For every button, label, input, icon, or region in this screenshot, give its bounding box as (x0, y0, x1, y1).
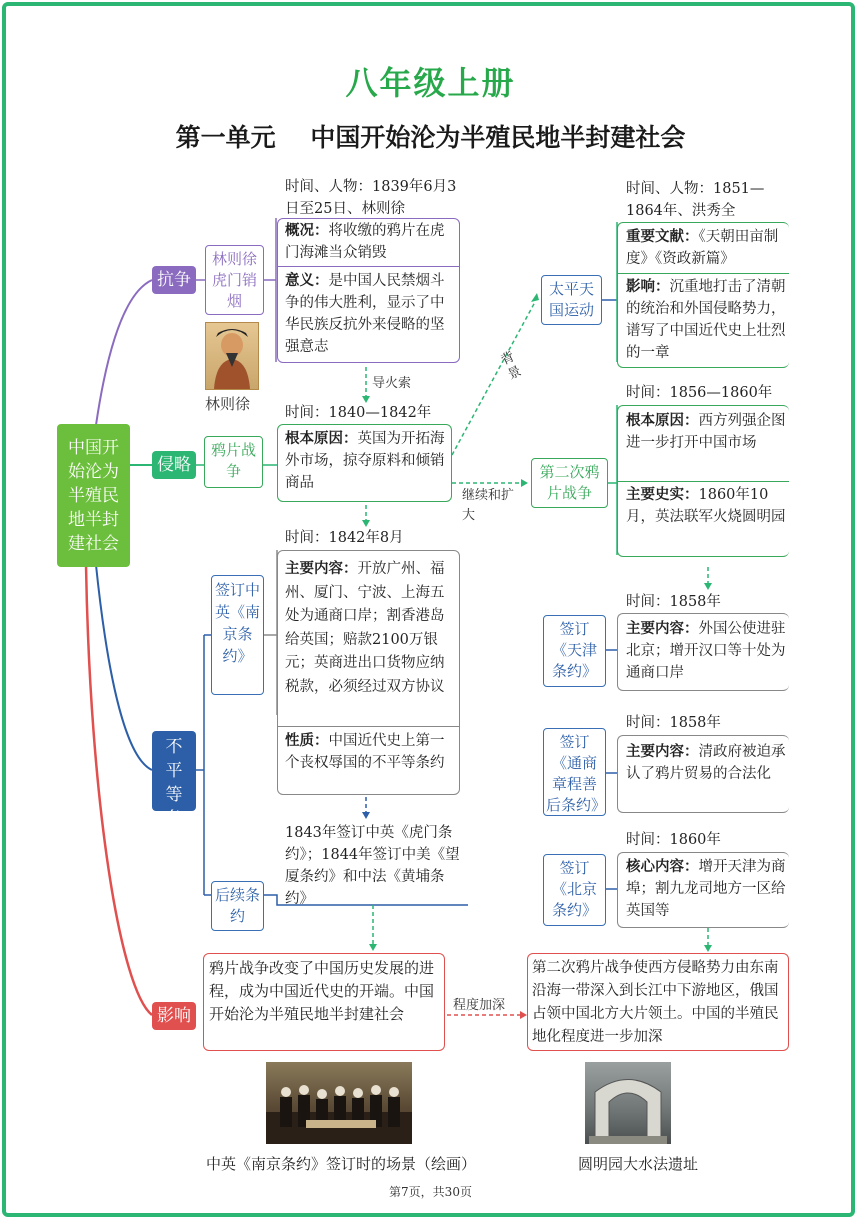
ruins-icon (585, 1062, 671, 1144)
beijing-content: 核心内容：增开天津为商埠；割九龙司地方一区给英国等 (626, 859, 786, 919)
label-fuse: 导火索 (372, 376, 412, 391)
lin-overview: 概况：将收缴的鸦片在虎门海滩当众销毁 (285, 223, 445, 261)
later-treaties-box: 后续条约 (211, 881, 264, 931)
nanjing-treaty-box: 签订中英《南京条约》 (211, 575, 264, 695)
lin-zexu-portrait (205, 322, 259, 390)
nanjing-nature: 性质：中国近代史上第一个丧权辱国的不平等条约 (285, 733, 445, 771)
unit-title: 第一单元 中国开始沦为半殖民地半封建社会 (175, 123, 686, 152)
portrait-figure-icon (206, 323, 258, 389)
lin-zexu-box: 林则徐虎门销烟 (205, 245, 264, 315)
second-war-fact: 主要史实：1860年10月，英法联军火烧圆明园 (626, 487, 786, 525)
root-topic: 中国开始沦为半殖民地半封建社会 (57, 424, 130, 567)
taiping-time: 时间、人物：1851—1864年、洪秀全 (626, 181, 765, 219)
tianjin-treaty-box: 签订《天津条约》 (543, 615, 606, 687)
nanjing-content: 主要内容：开放广州、福州、厦门、宁波、上海五处为通商口岸；割香港岛给英国；赔款2100万银元；英商进出口货物应纳税款，必须经过双方协议 (285, 561, 445, 695)
tianjin-content: 主要内容：外国公使进驻北京；增开汉口等十处为通商口岸 (626, 621, 786, 681)
branch-treaty: 不平等条约 (152, 731, 196, 811)
taiping-doc: 重要文献：《天朝田亩制度》《资政新篇》 (626, 229, 779, 267)
later-treaties-text: 1843年签订中英《虎门条约》；1844年签订中美《望厦条约》和中法《黄埔条约》 (285, 825, 460, 907)
second-opium-war-box: 第二次鸦片战争 (531, 458, 608, 508)
lin-meaning: 意义：是中国人民禁烟斗争的伟大胜利，显示了中华民族反抗外来侵略的坚强意志 (285, 273, 445, 355)
divider (617, 273, 789, 274)
divider (617, 481, 789, 482)
second-war-cause: 根本原因：西方列强企图进一步打开中国市场 (626, 413, 786, 451)
beijing-treaty-box: 签订《北京条约》 (543, 854, 606, 926)
page-title: 八年级上册 (345, 64, 516, 102)
nanjing-signing-painting (266, 1062, 412, 1144)
trade-regulation-box: 签订《通商章程善后条约》 (543, 728, 606, 816)
ruins-caption: 圆明园大水法遗址 (577, 1155, 698, 1173)
branch-impact: 影响 (152, 1002, 196, 1030)
page-footer: 第7页，共30页 (389, 1185, 472, 1199)
lin-zexu-caption: 林则徐 (205, 395, 251, 413)
yuanmingyuan-ruins-photo (585, 1062, 671, 1144)
impact-second-war: 第二次鸦片战争使西方侵略势力由东南沿海一带深入到长江中下游地区，俄国占领中国北方大片领土。中国的半殖民地化程度进一步加深 (532, 960, 779, 1045)
painting-caption: 中英《南京条约》签订时的场景（绘画） (205, 1155, 476, 1173)
divider (277, 726, 460, 727)
branch-resist: 抗争 (152, 266, 196, 294)
trade-content: 主要内容：清政府被迫承认了鸦片贸易的合法化 (626, 744, 786, 782)
lin-time: 时间、人物：1839年6月3日至25日、林则徐 (285, 179, 457, 217)
nanjing-time: 时间：1842年8月 (285, 530, 404, 546)
taiping-impact: 影响：沉重地打击了清朝的统治和外国侵略势力，谱写了中国近代史上壮烈的一章 (626, 279, 786, 361)
impact-first-war: 鸦片战争改变了中国历史发展的进程，成为中国近代史的开端。中国开始沦为半殖民地半封建社会 (209, 959, 435, 1023)
label-continue: 继续和扩大 (462, 488, 515, 523)
opium-cause: 根本原因：英国为开拓海外市场，掠夺原料和倾销商品 (285, 431, 445, 491)
taiping-box: 太平天国运动 (541, 275, 602, 325)
second-war-time: 时间：1856—1860年 (626, 385, 773, 401)
opium-war-box: 鸦片战争 (204, 436, 263, 488)
tianjin-time: 时间：1858年 (626, 594, 721, 610)
opium-time: 时间：1840—1842年 (285, 405, 432, 421)
label-background: 背景 (498, 349, 524, 383)
branch-invade: 侵略 (152, 451, 196, 479)
trade-time: 时间：1858年 (626, 715, 721, 731)
beijing-time: 时间：1860年 (626, 832, 721, 848)
painting-scene-icon (266, 1062, 412, 1144)
divider (277, 266, 460, 267)
label-deepen: 程度加深 (453, 998, 506, 1013)
